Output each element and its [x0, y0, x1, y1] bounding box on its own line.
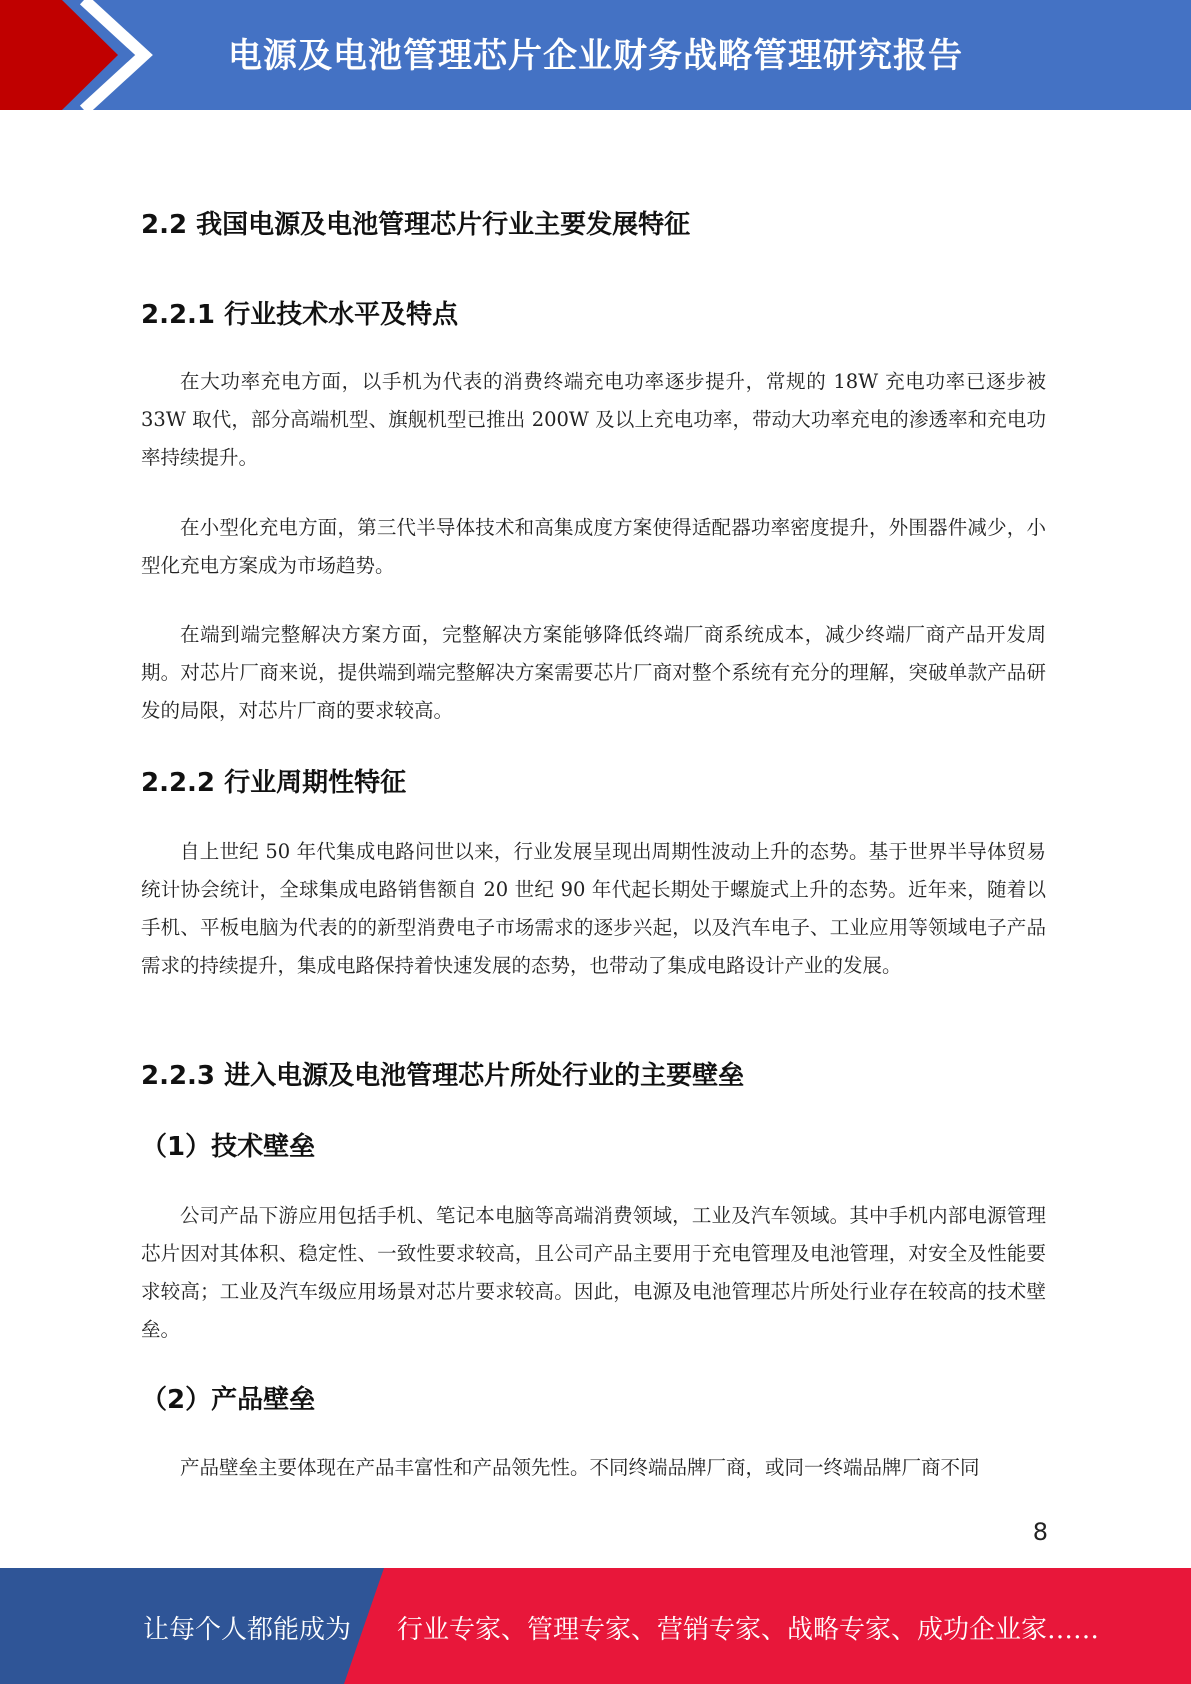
paragraph-high-power-charging: 在大功率充电方面，以手机为代表的消费终端充电功率逐步提升，常规的 18W 充电功率已逐步被 33W 取代，部分高端机型、旗舰机型已推出 200W 及以上充电功率，带动大功率充电的渗透率和充电功率持续提升。 [141, 370, 1046, 469]
page-header [0, 0, 1191, 110]
section-heading-2-2: 2.2 我国电源及电池管理芯片行业主要发展特征 [141, 210, 691, 240]
paragraph-technology-barrier: 公司产品下游应用包括手机、笔记本电脑等高端消费领域，工业及汽车领域。其中手机内部电源管理芯片因对其体积、稳定性、一致性要求较高，且公司产品主要用于充电管理及电池管理，对安全及性能要求较高；工业及汽车级应用场景对芯片要求较高。因此，电源及电池管理芯片所处行业存在较高的技术壁垒。 [141, 1204, 1046, 1341]
subsection-heading-2-2-2: 2.2.2 行业周期性特征 [141, 768, 407, 798]
page-number: 8 [1032, 1518, 1048, 1546]
page-footer [0, 1568, 1191, 1684]
paragraph-product-barrier: 产品壁垒主要体现在产品丰富性和产品领先性。不同终端品牌厂商，或同一终端品牌厂商不同 [180, 1456, 980, 1479]
item-heading-product-barrier: （2）产品壁垒 [141, 1385, 316, 1415]
subsection-heading-2-2-3: 2.2.3 进入电源及电池管理芯片所处行业的主要壁垒 [141, 1061, 745, 1091]
paragraph-industry-cycle: 自上世纪 50 年代集成电路问世以来，行业发展呈现出周期性波动上升的态势。基于世界半导体贸易统计协会统计，全球集成电路销售额自 20 世纪 90 年代起长期处于螺旋式上升的态势。近年来，随着以手机、平板电脑为代表的的新型消费电子市场需求的逐步兴起，以及汽车电子、工业应用等领域电子产品需求的持续提升，集成电路保持着快速发展的态势，也带动了集成电路设计产业的发展。 [141, 840, 1046, 977]
paragraph-miniaturized-charging: 在小型化充电方面，第三代半导体技术和高集成度方案使得适配器功率密度提升，外围器件减少，小型化充电方案成为市场趋势。 [141, 516, 1046, 577]
subsection-heading-2-2-1: 2.2.1 行业技术水平及特点 [141, 300, 459, 330]
item-heading-technology-barrier: （1）技术壁垒 [141, 1132, 316, 1162]
report-title: 电源及电池管理芯片企业财务战略管理研究报告 [228, 36, 963, 76]
footer-slogan-left: 让每个人都能成为 [143, 1615, 352, 1645]
paragraph-end-to-end-solution: 在端到端完整解决方案方面，完整解决方案能够降低终端厂商系统成本，减少终端厂商产品开发周期。对芯片厂商来说，提供端到端完整解决方案需要芯片厂商对整个系统有充分的理解，突破单款产品研发的局限，对芯片厂商的要求较高。 [141, 623, 1046, 722]
footer-slogan-right: 行业专家、管理专家、营销专家、战略专家、成功企业家…… [397, 1615, 1100, 1645]
